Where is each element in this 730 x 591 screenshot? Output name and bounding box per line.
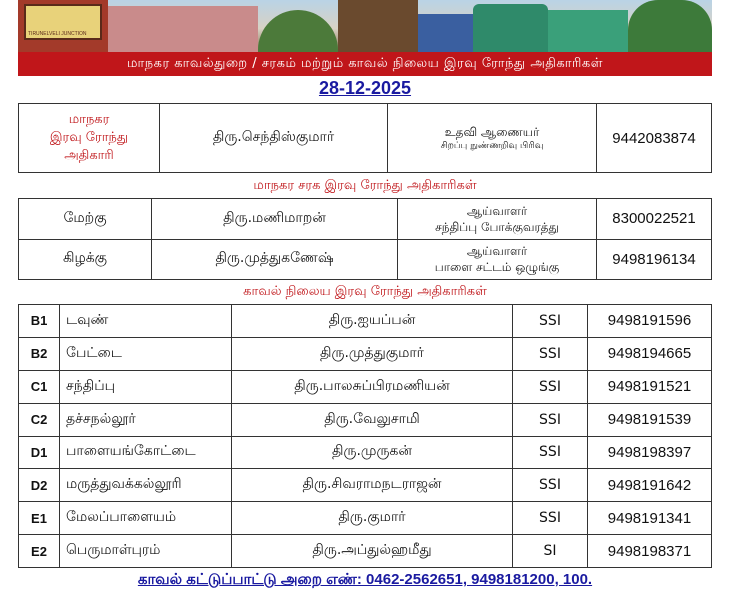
rank: SI <box>513 535 588 568</box>
header-photo-banner <box>18 0 712 52</box>
designation: உதவி ஆணையர் <box>444 124 540 139</box>
phone-number: 9498198397 <box>588 436 712 469</box>
tree <box>258 10 338 52</box>
phone-number: 9442083874 <box>597 104 712 173</box>
zone: மேற்கு <box>19 199 152 240</box>
city-officer-table <box>18 103 712 173</box>
station-name: பேட்டை <box>60 337 232 370</box>
control-room-footer: காவல் கட்டுப்பாட்டு அறை எண்: 0462-2562651, 9498181200, 100. <box>137 571 593 588</box>
station-name: சந்திப்பு <box>60 370 232 403</box>
station-code: B1 <box>19 305 60 338</box>
station-sign-text: TIRUNELVELI JUNCTION <box>28 31 87 37</box>
range-section-title: மாநகர சரக இரவு ரோந்து அதிகாரிகள் <box>253 178 477 193</box>
zone: கிழக்கு <box>19 239 152 280</box>
table-row <box>19 104 712 173</box>
role-cell <box>19 104 160 173</box>
station-name: மேலப்பாளையம் <box>60 502 232 535</box>
building-facade <box>108 6 258 52</box>
designation-cell <box>398 239 597 280</box>
bus <box>473 4 548 52</box>
role-line: மாநகர <box>68 112 110 127</box>
officer-name: திரு.குமார் <box>232 502 513 535</box>
table-row <box>19 239 712 280</box>
officer-name: திரு.ஐயப்பன் <box>232 305 513 338</box>
officer-name: திரு.சிவராமநடராஜன் <box>232 469 513 502</box>
unit: சந்திப்பு போக்குவரத்து <box>435 219 559 234</box>
report-date: 28-12-2025 <box>318 78 412 98</box>
role-line: அதிகாரி <box>64 148 114 163</box>
station-section-title: காவல் நிலைய இரவு ரோந்து அதிகாரிகள் <box>243 284 487 299</box>
phone-number: 9498196134 <box>597 239 712 280</box>
unit: சிறப்பு நுண்ணறிவு பிரிவு <box>440 140 544 151</box>
rank: SSI <box>513 305 588 338</box>
station-code: C1 <box>19 370 60 403</box>
table-row <box>19 436 712 469</box>
station-name: பெருமாள்புரம் <box>60 535 232 568</box>
station-officers-table <box>18 304 712 568</box>
designation-cell <box>388 104 597 173</box>
unit: பாளை சட்டம் ஒழுங்கு <box>434 260 560 275</box>
table-row <box>19 469 712 502</box>
station-building <box>18 0 108 52</box>
station-code: C2 <box>19 403 60 436</box>
phone-number: 9498191596 <box>588 305 712 338</box>
rank: SSI <box>513 436 588 469</box>
rank: SSI <box>513 370 588 403</box>
phone-number: 9498191341 <box>588 502 712 535</box>
phone-number: 9498198371 <box>588 535 712 568</box>
rank: SSI <box>513 502 588 535</box>
table-row <box>19 370 712 403</box>
range-officers-table <box>18 198 712 280</box>
designation: ஆய்வாளர் <box>466 244 528 259</box>
table-row <box>19 502 712 535</box>
phone-number: 9498194665 <box>588 337 712 370</box>
station-name: மருத்துவக்கல்லூரி <box>60 469 232 502</box>
station-code: E2 <box>19 535 60 568</box>
rank: SSI <box>513 403 588 436</box>
vehicle <box>418 14 473 52</box>
rank: SSI <box>513 469 588 502</box>
phone-number: 9498191521 <box>588 370 712 403</box>
station-code: B2 <box>19 337 60 370</box>
station-code: D1 <box>19 436 60 469</box>
officer-name: திரு.அப்துல்ஹமீது <box>232 535 513 568</box>
tree <box>628 0 712 52</box>
designation: ஆய்வாளர் <box>466 203 528 218</box>
station-name: தச்சநல்லூர் <box>60 403 232 436</box>
station-name: டவுண் <box>60 305 232 338</box>
officer-name: திரு.முத்துகணேஷ் <box>152 239 398 280</box>
designation-cell <box>398 199 597 240</box>
officer-name: திரு.வேலுசாமி <box>232 403 513 436</box>
rank: SSI <box>513 337 588 370</box>
officer-name: திரு.பாலசுப்பிரமணியன் <box>232 370 513 403</box>
phone-number: 8300022521 <box>597 199 712 240</box>
clock-tower <box>338 0 418 52</box>
bus <box>548 10 628 52</box>
role-line: இரவு ரோந்து <box>49 130 129 145</box>
station-code: D2 <box>19 469 60 502</box>
station-signboard <box>24 4 102 40</box>
officer-name: திரு.முத்துகுமார் <box>232 337 513 370</box>
station-code: E1 <box>19 502 60 535</box>
officer-name: திரு.மணிமாறன் <box>152 199 398 240</box>
page-title: மாநகர காவல்துறை / சரகம் மற்றும் காவல் நிலைய இரவு ரோந்து அதிகாரிகள் <box>18 52 712 76</box>
officer-name: திரு.செந்திஸ்குமார் <box>160 104 388 173</box>
table-row <box>19 535 712 568</box>
table-row <box>19 305 712 338</box>
phone-number: 9498191642 <box>588 469 712 502</box>
table-row <box>19 403 712 436</box>
station-name: பாளையங்கோட்டை <box>60 436 232 469</box>
table-row <box>19 337 712 370</box>
officer-name: திரு.முருகன் <box>232 436 513 469</box>
phone-number: 9498191539 <box>588 403 712 436</box>
table-row <box>19 199 712 240</box>
